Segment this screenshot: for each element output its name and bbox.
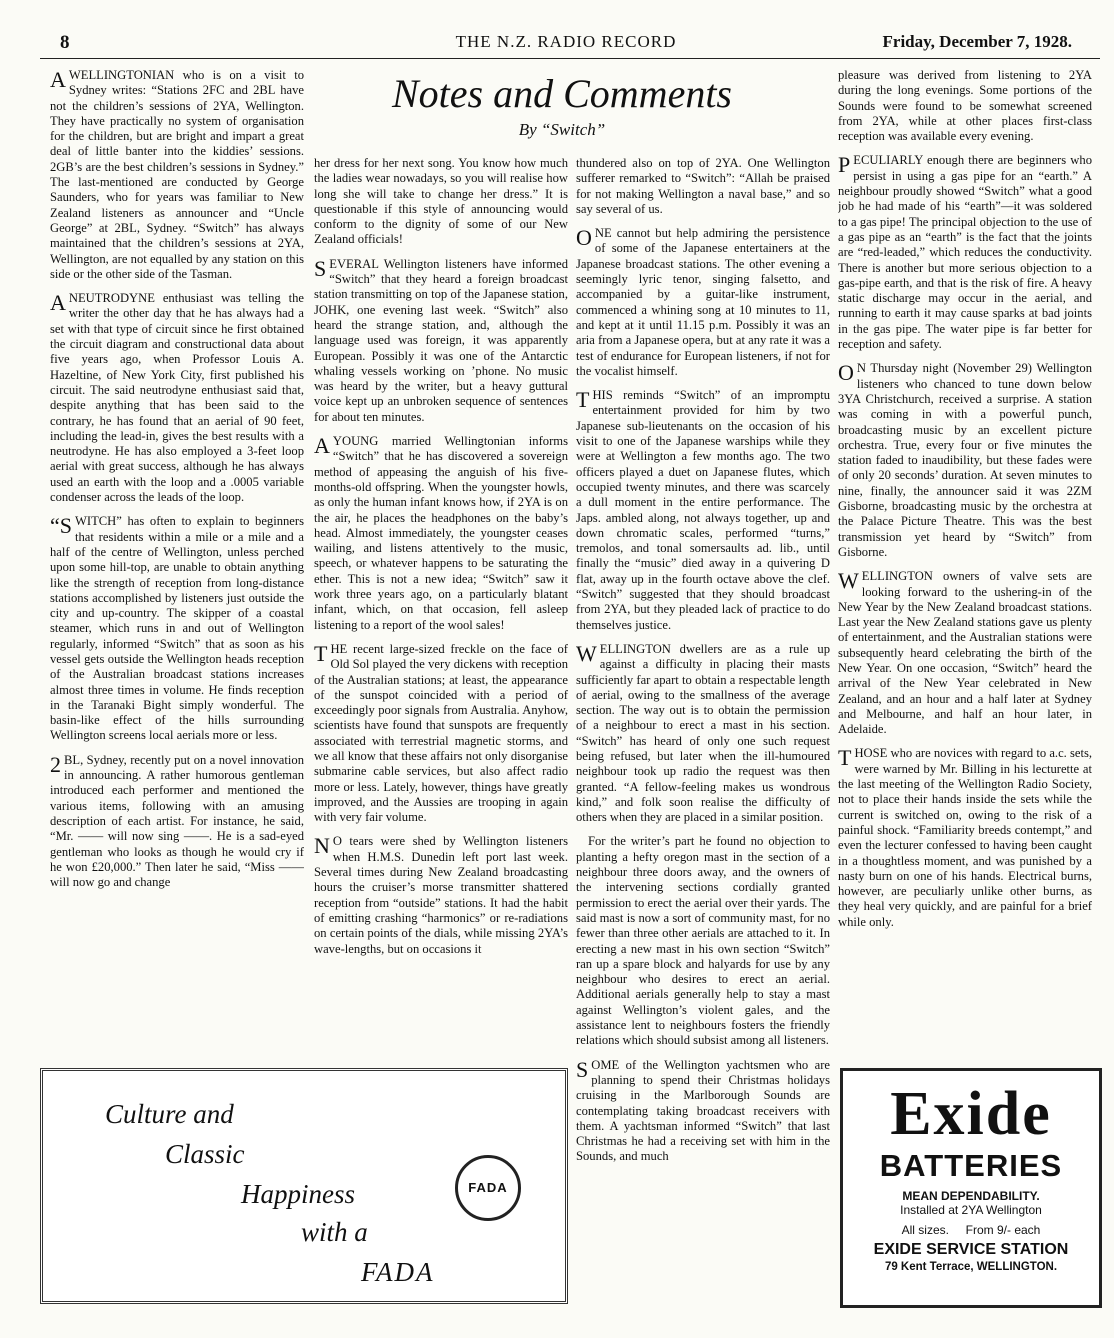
ad-line: FADA (361, 1257, 435, 1287)
exide-logo: Exide (890, 1080, 1052, 1148)
paragraph: THOSE who are novices with regard to a.c. sets, were warned by Mr. Billing in his lecturette at the last meeting of the Wellington Radio Society, not to place their hands inside the sets while the current is switched on, owing to the risk of a painful shock. “Familiarity breeds contempt,” and even the lecturer confessed to having been caught in a thoughtless moment, and was punished by a nasty burn on one of his hands. Electrical burns, however, are peculiarly unlike other burns, as they heal very quickly, and are painful for a brief while only. (838, 745, 1092, 929)
paragraph: THE recent large-sized freckle on the face of Old Sol played the very dickens with reception of the Australian stations; at least, the appearance of the sunspot coincided with a period of exceedingly poor signals from Australia. Anyhow, scientists have found that sunspots are frequently associated with terrestrial magnetic storms, and we all know that these affairs not only disorganise submarine cable services, but also affect radio more or less. Lately, however, things have greatly improved, and the Aussies are trooping in again with very fair volume. (314, 640, 568, 825)
ad-line: Happiness (241, 1179, 355, 1209)
paragraph: O N Thursday night (November 29) Wellington listeners who chanced to tune down below 3YA Christchurch, received a surprise. A station was coming in with a powerful punch, broadcasting music by an excellent picture orchestra. True, every four or five minutes the station faded to inaudibility, but these fades were of only 20 seconds’ duration. At seven minutes to nine, finally, the announcer said it was 2ZM Gisborne, broadcasting music by the orchestra at the Palace Picture Theatre. This was the best transmission yet heard by “Switch” from Gisborne. (838, 360, 1092, 559)
feature-byline: By “Switch” (518, 120, 606, 139)
paragraph: AYOUNG married Wellingtonian informs “Switch” that he has discovered a sovereign method of appeasing the anguish of his five-months-old offspring. When the youngster howls, as only the human infant knows how, if 2YA is on the air, he places the headphones on the baby’s head. Almost immediately, the youngster ceases wailing, and listens attentively to the music, speech, or whatever happens to be saturating the ether. This is not a new idea; “Switch” saw it work three years ago, on a particularly blatant infant, which, on that occasion, fell asleep listening to a report of the wool sales! (314, 433, 568, 632)
header-rule (40, 58, 1100, 59)
exide-address: 79 Kent Terrace, WELLINGTON. (884, 1261, 1058, 1273)
paragraph: WELLINGTON dwellers are as a rule up against a difficulty in placing their masts sufficiently far apart to obtain a respectable length of aerial, owing to the smallness of the average section. The way out is to obtain the permission of a neighbour to erect a mast in his section. “Switch” has heard of only one such request being refused, but later when the ill-humoured neighbour took up radio the request was then granted. “A fellow-feeling makes us wondrous kind,” and folk soon realise the difficulty of others when they are placed in a similar position. (576, 640, 830, 825)
exide-advertisement (840, 1068, 1102, 1308)
column-3 (576, 156, 830, 1306)
paragraph: her dress for her next song. You know how much the ladies wear nowadays, so you will realise how long she will take to change her dress.” It is questionable if this style of announcing would conform to the dignity of some of our New Zealand officials! (314, 156, 568, 247)
page-number: 8 (60, 32, 70, 53)
paragraph: ANEUTRODYNE enthusiast was telling the writer the other day that he has always had a set with that type of circuit since he first obtained the circuit diagram and constructional data about five years ago, when Professor Louis A. Hazeltine, of New York City, first published his circuit. The said neutrodyne enthusiast said that, despite anything that has been said to the contrary, he has found that an aerial of 90 feet, including the lead-in, gives the best results with a neutrodyne. He has also employed a 3-feet loop aerial with great success, although he has always used an earth with the loop and a .0005 variable condenser across the leads of the loop. (50, 290, 304, 505)
ad-line: with a (301, 1217, 368, 1247)
column-1 (50, 68, 304, 1026)
paragraph: AWELLINGTONIAN who is on a visit to Sydney writes: “Stations 2FC and 2BL have not the children’s sessions of 2YA, Wellington. They have practically no system of organisation for the children, but are bright and impart a great deal of little banter into the kiddies’ sessions. 2GB’s are the best children’s sessions in Sydney.” The last-mentioned are conducted by George Saunders, who for years was familiar to New Zealand listeners as announcer and “Uncle George” at 2BL, Sydney. “Switch” has always maintained that the children’s sessions at 2YA, Wellington, are not equalled by any station on this side or the other side of the Tasman. (50, 68, 304, 281)
exide-tagline: MEAN DEPENDABILITY. (902, 1189, 1040, 1203)
exide-pricing: All sizes. From 9/- each (901, 1223, 1041, 1237)
exide-service-station: EXIDE SERVICE STATION (873, 1241, 1069, 1258)
issue-date: Friday, December 7, 1928. (882, 32, 1072, 51)
column-2 (314, 156, 568, 1026)
feature-title: Notes and Comments (392, 71, 732, 116)
exide-product: BATTERIES (879, 1148, 1063, 1183)
paragraph: SEVERAL Wellington listeners have informed “Switch” that they heard a foreign broadcast station transmitting on top of the Japanese station, JOHK, one evening last week. “Switch” also heard the strange station, and, although the language used was foreign, it was apparently European. Possibly it was one of the Antarctic whaling vessels working on ’phone. No music was heard by the writer, but a heavy guttural voice kept up an unbroken sequence of sentences for about ten minutes. (314, 255, 568, 424)
paragraph: THIS reminds “Switch” of an impromptu entertainment provided for him by two Japanese sub-lieutenants on the occasion of his visit to one of the Japanese warships while they were at Wellington a few months ago. The two officers played a duet on Japanese flutes, which occupied twenty minutes, and there was scarcely a dull moment in the entire performance. The Japs. ambled along, not always together, up and down chromatic scales, performed “turns,” tremolos, and tonal somersaults ad. lib., until finally the “music” died away in a quivering D flat, away up in the fourth octave above the clef. “Switch” suggested that they should broadcast from 2YA, but they pleaded lack of practice to do themselves justice. (576, 387, 830, 632)
paragraph: WELLINGTON owners of valve sets are looking forward to the ushering-in of the New Year by the New Zealand broadcast stations. Last year the New Zealand stations gave us plenty of entertainment, and the Australian stations were subsequently heard celebrating the birth of the New Year. On one occasion, “Switch” heard the arrival of the New Year celebrated in New Zealand, and an hour and a half later at Sydney and Melbourne, and half an hour later, in Adelaide. (838, 568, 1092, 737)
fada-advertisement (40, 1068, 568, 1304)
publication-title: THE N.Z. RADIO RECORD (455, 32, 677, 51)
paragraph: N O tears were shed by Wellington listeners when H.M.S. Dunedin left port last week. Several times during New Zealand broadcasting hours the cruiser’s morse transmitter shattered reception from “outside” stations. It had the habit of emitting crashing “harmonics” or re-radiations on certain points of the dials, while missing 2YA’s wave-lengths, but on occasions it (314, 833, 568, 956)
paragraph: 2 BL, Sydney, recently put on a novel innovation in announcing. A rather humorous gentleman introduced each performer and mentioned the various items, following with an amusing description of each artist. For instance, he said, “Mr. —— will now sing ——. He is a sad-eyed gentleman who looks as though he would cry if he won £20,000.” Then later he said, “Miss —— will now go and change (50, 751, 304, 890)
column-4 (838, 68, 1092, 1058)
ad-line: Classic (165, 1139, 245, 1169)
paragraph: PECULIARLY enough there are beginners who persist in using a gas pipe for an “earth.” A neighbour proudly showed “Switch” what a good job he had made of his “earth”—it was soldered to a gas pipe! The principal objection to the use of a gas pipe as an “earth” is the fact that the joints are “red-leaded,” which reduces the conductivity. There is another but more serious objection to a gas-pipe earth, and that is the risk of fire. A heavy static discharge may occur in the aerial, and running to earth it may cause sparks at bad joints in the gas pipe. The water pipe is far better for reception and safety. (838, 152, 1092, 352)
ad-line: Culture and (105, 1099, 234, 1129)
fada-logo: FADA (455, 1155, 521, 1221)
paragraph: thundered also on top of 2YA. One Wellington sufferer remarked to “Switch”: “Allah be praised for not making Wellington a naval base,” and so say several of us. (576, 156, 830, 216)
paragraph: “SWITCH” has often to explain to beginners that residents within a mile or a mile and a half of the centre of Wellington, unless perched upon some hill-top, are unable to obtain anything like the strength of reception from long-distance stations accomplished by listeners just outside the city and up-country. The skipper of a coastal steamer, which runs in and out of Wellington regularly, informed “Switch” that as soon as his vessel gets outside the Wellington heads reception of the Australian broadcast stations increases almost three times in volume. He finds reception in the Taranaki Bight simply wonderful. The basin-like effect of the hills surrounding Wellington screens local aerials more or less. (50, 513, 304, 743)
paragraph: pleasure was derived from listening to 2YA during the long evenings. Some portions of the Sounds were found to be somewhat screened from 2YA, while at other places first-class reception was available every evening. (838, 68, 1092, 144)
paragraph: For the writer’s part he found no objection to planting a hefty oregon mast in the section of a neighbour three doors away, and the owners of the intervening sections cordially granted permission to erect the aerial over their yards. The said mast is now a sort of community mast, for no fewer than three other aerials are attached to it. In erecting a new mast in his own section “Switch” ran up a spare block and halyards for use by any neighbour who desires to erect an aerial. Additional aerials generally help to stay a mast against Wellington’s violent gales, and the assistance lent to neighbours fosters the friendly relations which should subsist among all listeners. (576, 834, 830, 1048)
page-header (60, 30, 1072, 54)
paragraph: ONE cannot but help admiring the persistence of some of the Japanese entertainers at the Japanese broadcast stations. The other evening a seemingly lyric tenor, singing falsetto, and accompanied by a guitar-like instrument, commenced a whining song at 10 minutes to 11, and kept at it until 11.15 p.m. Possibly it was an aria from a Japanese opera, but at any rate it was a test of endurance for European listeners, if not for the vocalist himself. (576, 225, 830, 378)
paragraph: SOME of the Wellington yachtsmen who are planning to spend their Christmas holidays cruising in the Marlborough Sounds are contemplating taking broadcast receivers with them. A yachtsman informed “Switch” that last Christmas he had a receiving set with him in the Sounds, and much (576, 1056, 830, 1164)
exide-installed: Installed at 2YA Wellington (900, 1203, 1042, 1217)
